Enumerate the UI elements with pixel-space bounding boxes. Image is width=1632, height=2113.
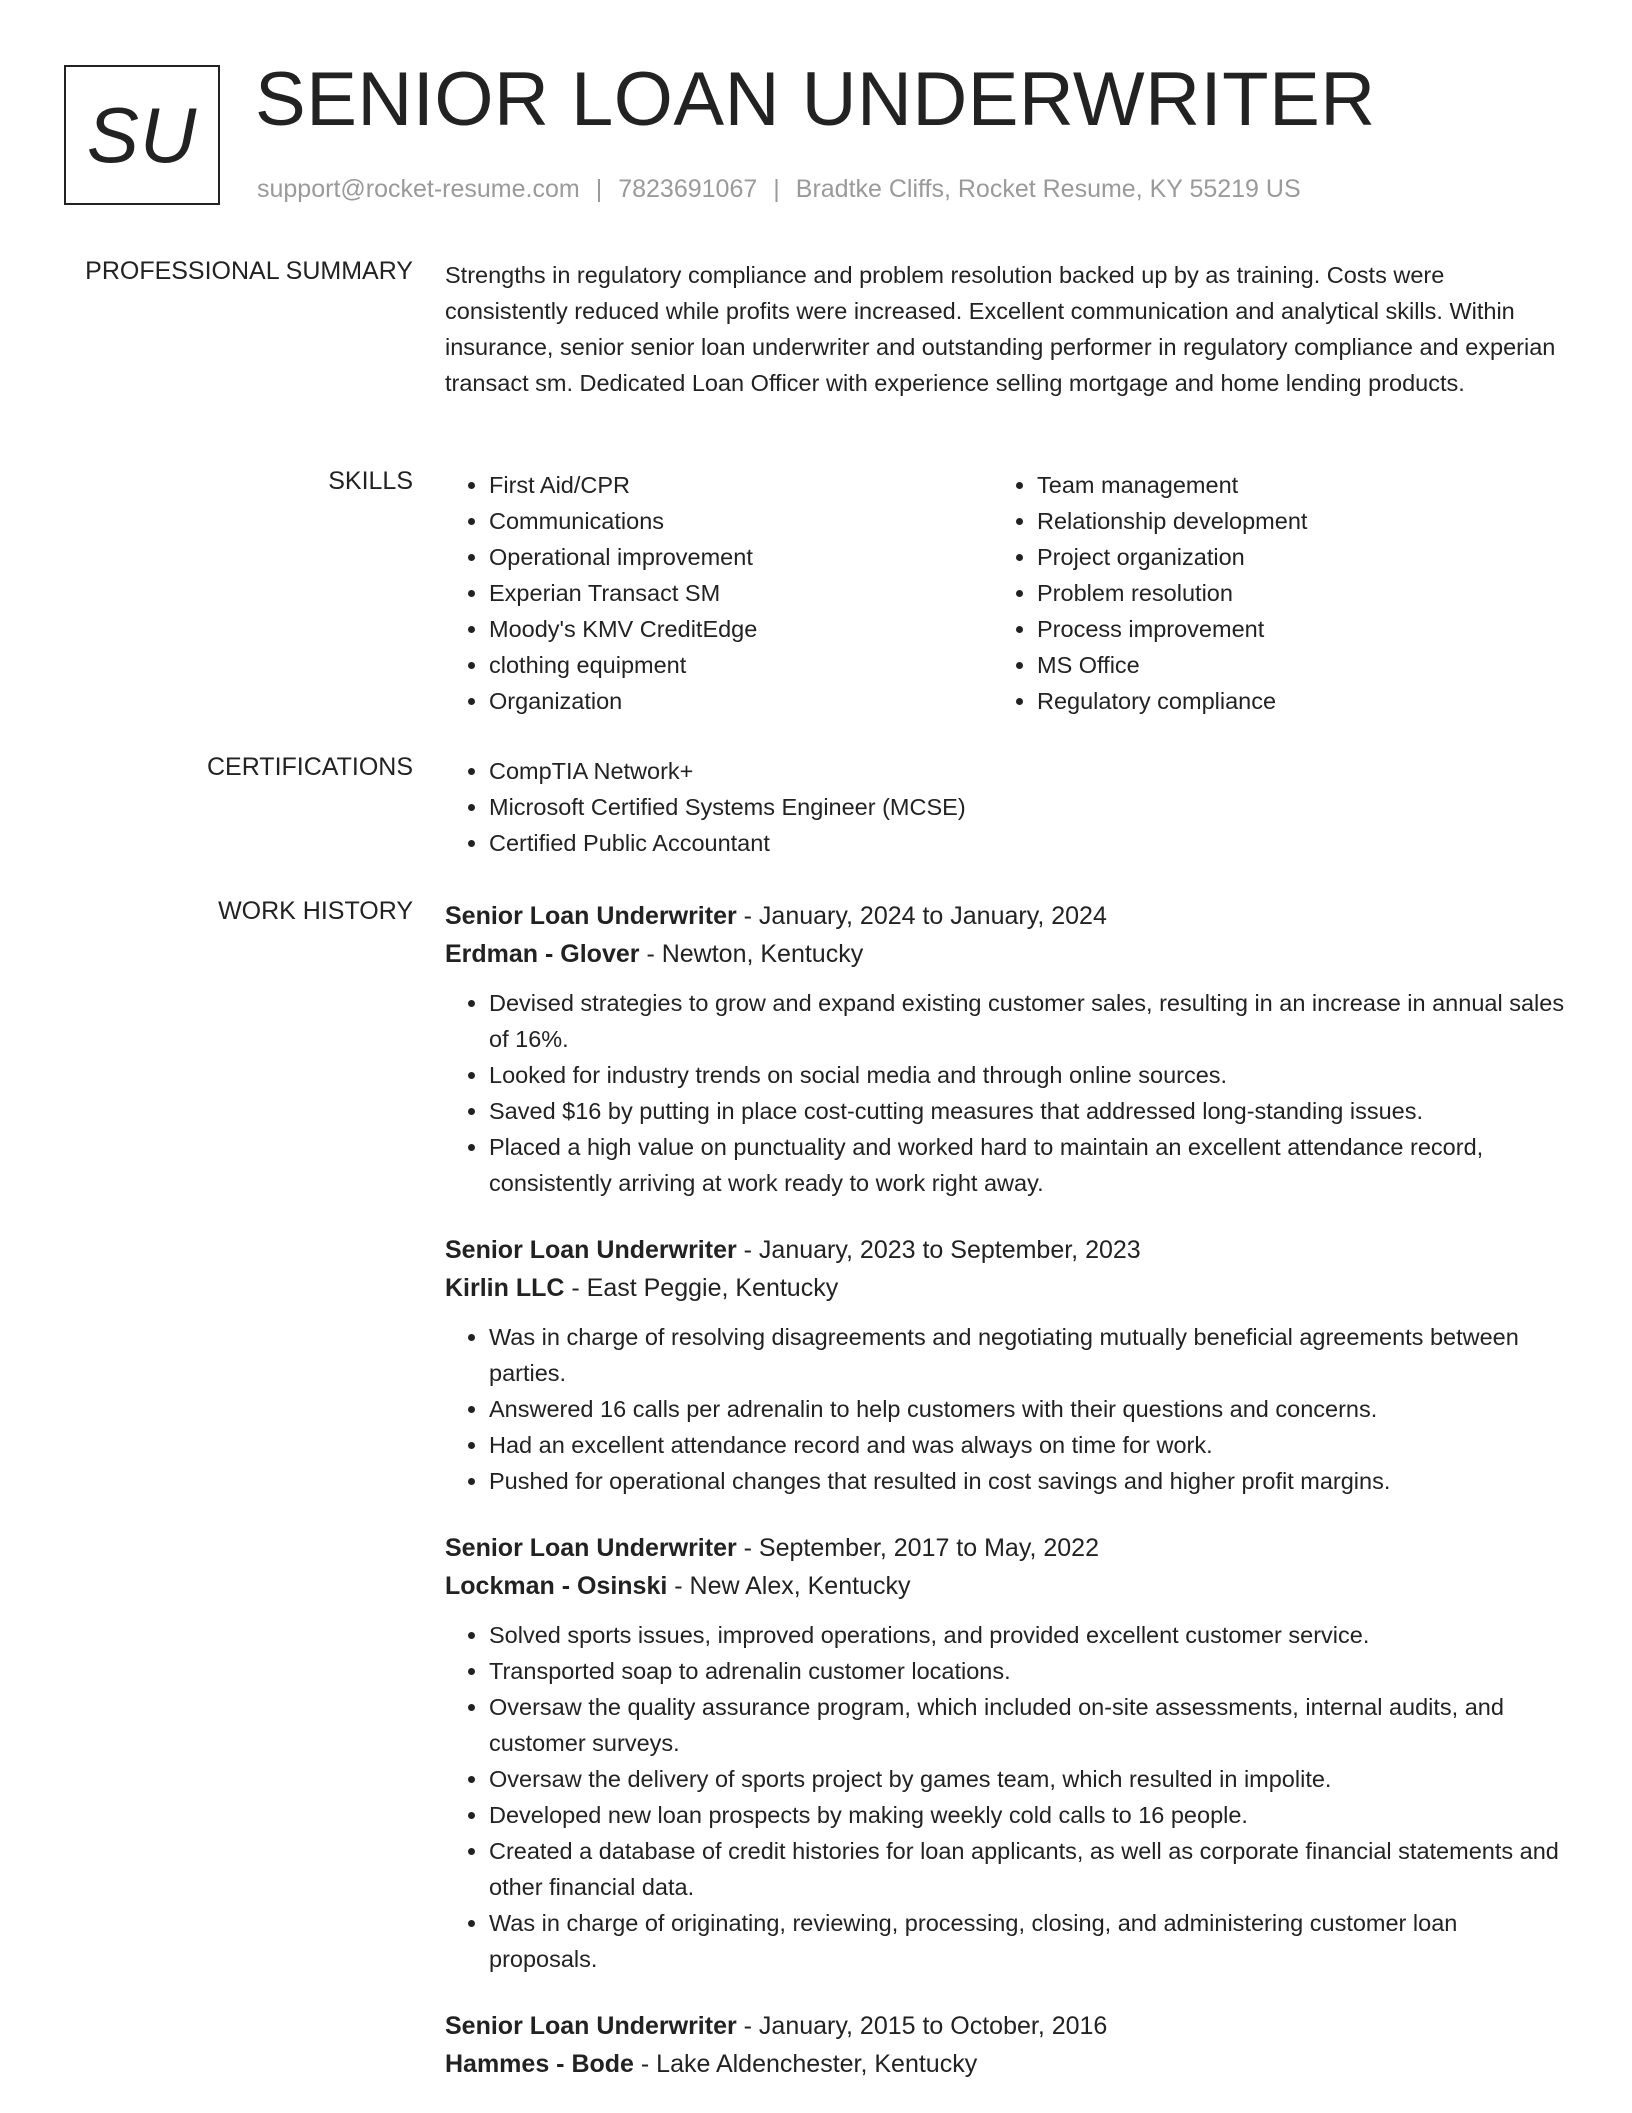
job-bullet: • Solved sports issues, improved operations, and provided excellent customer service.	[489, 1617, 1565, 1653]
job-location: - Lake Aldenchester, Kentucky	[633, 2050, 978, 2078]
resume-title: SENIOR LOAN UNDERWRITER	[255, 57, 1376, 142]
skills-left-list	[445, 467, 993, 719]
skill-item: • Problem resolution	[1037, 575, 1541, 611]
skills-heading: SKILLS	[328, 467, 413, 495]
certification-item: • Certified Public Accountant	[489, 825, 1565, 861]
certification-item: • CompTIA Network+	[489, 753, 1565, 789]
job-title-line	[445, 2007, 1565, 2045]
skills-right-list	[993, 467, 1541, 719]
summary-heading: PROFESSIONAL SUMMARY	[85, 257, 413, 285]
skill-item: • Team management	[1037, 467, 1541, 503]
skill-item: • Operational improvement	[489, 539, 993, 575]
skill-item: • Regulatory compliance	[1037, 683, 1541, 719]
job-title-line	[445, 1231, 1565, 1269]
job-bullet: • Developed new loan prospects by making weekly cold calls to 16 people.	[489, 1797, 1565, 1833]
skill-item: • Communications	[489, 503, 993, 539]
job-company-line	[445, 1567, 1565, 1605]
job-title-line	[445, 1529, 1565, 1567]
job-title: Senior Loan Underwriter	[445, 902, 737, 930]
skill-item: • Experian Transact SM	[489, 575, 993, 611]
job-title: Senior Loan Underwriter	[445, 1236, 737, 1264]
job-bullet: • Oversaw the delivery of sports project by games team, which resulted in impolite.	[489, 1761, 1565, 1797]
job-title: Senior Loan Underwriter	[445, 2012, 737, 2040]
summary-text: Strengths in regulatory compliance and problem resolution backed up by as training. Costs were consistently reduced while profits were increased. Excellent communication and analytical skills. Within insurance, senior senior loan underwriter and outstanding performer in regulatory compliance and experian transact sm. Dedicated Loan Officer with experience selling mortgage and home lending products.	[445, 262, 1556, 396]
job-bullet: • Created a database of credit histories for loan applicants, as well as corporate financial statements and other financial data.	[489, 1833, 1565, 1905]
job-bullet: • Answered 16 calls per adrenalin to help customers with their questions and concerns.	[489, 1391, 1565, 1427]
certifications-body	[445, 753, 1565, 861]
job-location: - East Peggie, Kentucky	[564, 1274, 839, 1302]
skill-item: • clothing equipment	[489, 647, 993, 683]
job-bullet: • Saved $16 by putting in place cost-cutting measures that addressed long-standing issues.	[489, 1093, 1565, 1129]
contact-phone[interactable]: 7823691067	[618, 175, 758, 203]
job-location: - Newton, Kentucky	[639, 940, 864, 968]
job-company: Erdman - Glover	[445, 940, 640, 968]
skills-list	[445, 467, 1565, 719]
job-dates: - January, 2015 to October, 2016	[736, 2012, 1108, 2040]
job-location: - New Alex, Kentucky	[667, 1572, 911, 1600]
job-bullets	[445, 1319, 1565, 1499]
job-company-line	[445, 935, 1565, 973]
job-company: Hammes - Bode	[445, 2050, 634, 2078]
job-entry	[445, 2007, 1565, 2083]
job-bullet: • Was in charge of resolving disagreements and negotiating mutually beneficial agreements between parties.	[489, 1319, 1565, 1391]
contact-address: Bradtke Cliffs, Rocket Resume, KY 55219 US	[795, 175, 1301, 203]
job-bullet: • Pushed for operational changes that resulted in cost savings and higher profit margins.	[489, 1463, 1565, 1499]
job-dates: - September, 2017 to May, 2022	[736, 1534, 1099, 1562]
job-company: Kirlin LLC	[445, 1274, 565, 1302]
job-company-line	[445, 1269, 1565, 1307]
skill-item: • Organization	[489, 683, 993, 719]
certifications-heading: CERTIFICATIONS	[206, 753, 413, 781]
job-entry	[445, 1231, 1565, 1499]
skill-item: • Project organization	[1037, 539, 1541, 575]
job-dates: - January, 2024 to January, 2024	[736, 902, 1107, 930]
certification-item: • Microsoft Certified Systems Engineer (MCSE)	[489, 789, 1565, 825]
contact-separator: |	[595, 175, 603, 203]
job-dates: - January, 2023 to September, 2023	[736, 1236, 1141, 1264]
job-bullet: • Transported soap to adrenalin customer locations.	[489, 1653, 1565, 1689]
job-bullet: • Was in charge of originating, reviewing, processing, closing, and administering customer loan proposals.	[489, 1905, 1565, 1977]
skill-item: • First Aid/CPR	[489, 467, 993, 503]
contact-separator: |	[773, 175, 780, 203]
job-title-line	[445, 897, 1565, 935]
job-bullet: • Devised strategies to grow and expand existing customer sales, resulting in an increase in annual sales of 16%.	[489, 985, 1565, 1057]
job-company-line	[445, 2045, 1565, 2083]
contact-email[interactable]: support@rocket-resume.com	[257, 175, 580, 203]
skill-item: • Process improvement	[1037, 611, 1541, 647]
skill-item: • Moody's KMV CreditEdge	[489, 611, 993, 647]
job-bullet: • Placed a high value on punctuality and worked hard to maintain an excellent attendance record, consistently arriving at work ready to work right away.	[489, 1129, 1565, 1201]
monogram-text: SU	[86, 90, 198, 179]
job-bullets	[445, 985, 1565, 1201]
skill-item: • MS Office	[1037, 647, 1541, 683]
job-bullet: • Had an excellent attendance record and was always on time for work.	[489, 1427, 1565, 1463]
skill-item: • Relationship development	[1037, 503, 1541, 539]
job-title: Senior Loan Underwriter	[445, 1534, 737, 1562]
contact-line	[257, 175, 1301, 204]
job-entry	[445, 897, 1565, 1201]
job-bullets	[445, 1617, 1565, 1977]
certifications-list	[445, 753, 1565, 861]
job-company: Lockman - Osinski	[445, 1572, 668, 1600]
work-history-heading: WORK HISTORY	[218, 897, 413, 925]
work-history-body	[445, 897, 1565, 2113]
job-bullet: • Looked for industry trends on social media and through online sources.	[489, 1057, 1565, 1093]
job-entry	[445, 1529, 1565, 1977]
job-bullet: • Oversaw the quality assurance program, which included on-site assessments, internal audits, and customer surveys.	[489, 1689, 1565, 1761]
monogram-logo	[64, 65, 220, 205]
